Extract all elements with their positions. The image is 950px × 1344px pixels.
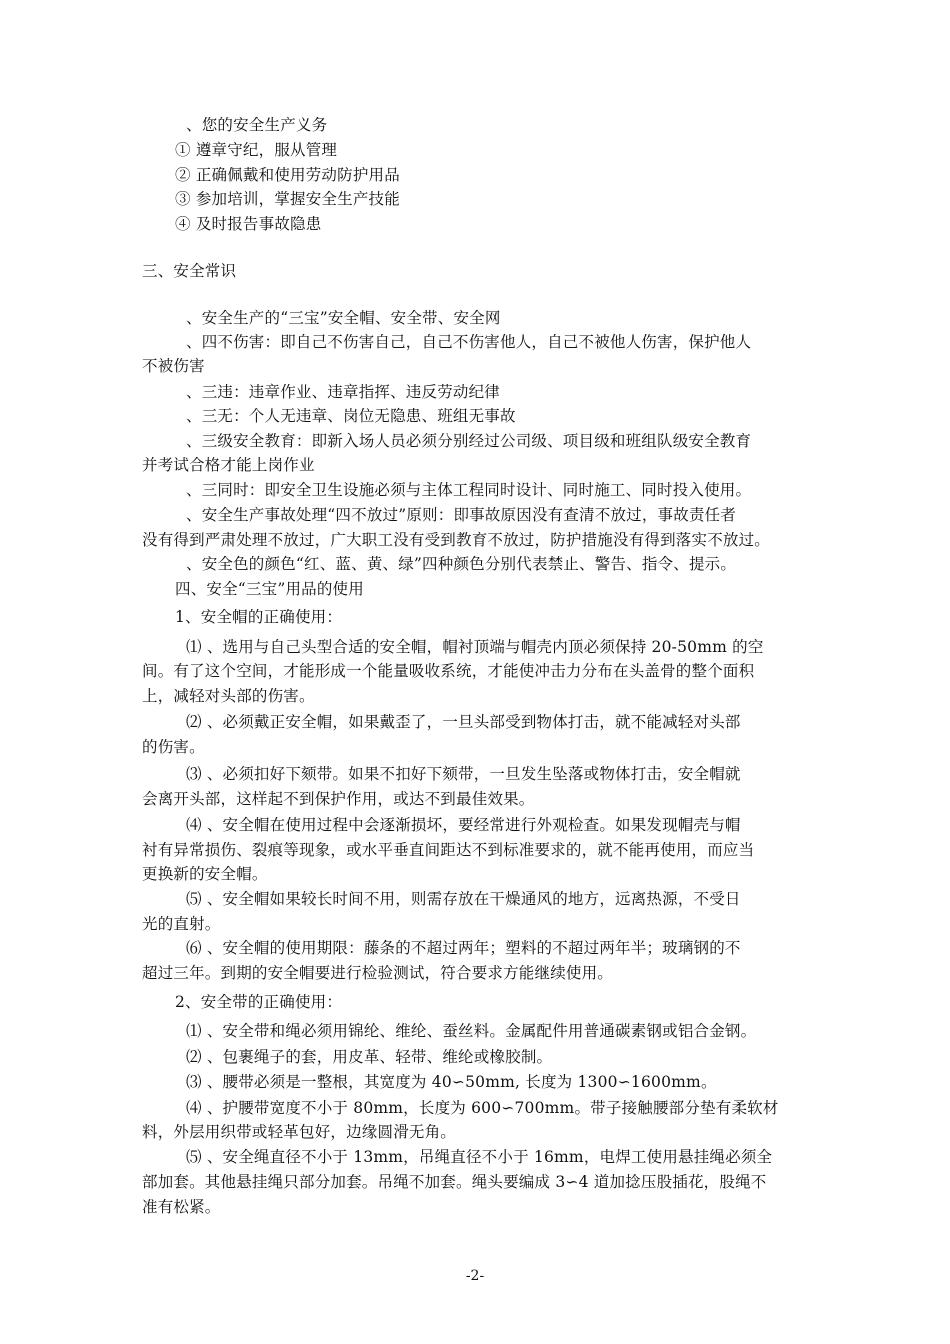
subsection-title: 1、安全帽的正确使用： (175, 608, 343, 626)
duty-item: ④ 及时报告事故隐患 (175, 215, 322, 233)
list-item: ⑷ 、安全帽在使用过程中会逐渐损坏，要经常进行外观检查。如果发现帽壳与帽 (186, 816, 741, 834)
list-item-continued: 光的直射。 (142, 915, 221, 933)
list-item-continued: 的伤害。 (142, 738, 205, 756)
paragraph-continued: 没有得到严肃处理不放过，广大职工没有受到教育不放过，防护措施没有得到落实不放过。 (142, 531, 771, 549)
list-item: ⑶ 、必须扣好下颏带。如果不扣好下颏带，一旦发生坠落或物体打击，安全帽就 (186, 765, 741, 783)
paragraph: 、三无：个人无违章、岗位无隐患、班组无事故 (186, 407, 516, 425)
list-item-continued: 料，外层用织带或轻革包好，边缘圆滑无角。 (142, 1123, 457, 1141)
subsection-title: 2、安全带的正确使用： (175, 993, 343, 1011)
list-item: ⑸ 、安全绳直径不小于 13mm，吊绳直径不小于 16mm，电焊工使用悬挂绳必须全 (186, 1148, 773, 1166)
list-item: ⑷ 、护腰带宽度不小于 80mm，长度为 600∽700mm。带子接触腰部分垫有柔软材 (186, 1099, 779, 1117)
list-item: ⑶ 、腰带必须是一整根，其宽度为 40∽50mm, 长度为 1300∽1600mm。 (186, 1073, 717, 1091)
list-item: ⑵ 、必须戴正安全帽，如果戴歪了，一旦头部受到物体打击，就不能减轻对头部 (186, 713, 741, 731)
list-item: ⑴ 、选用与自己头型合适的安全帽，帽衬顶端与帽壳内顶必须保持 20-50mm 的空 (186, 638, 764, 656)
duty-item: ③ 参加培训，掌握安全生产技能 (175, 190, 400, 208)
list-item-continued: 超过三年。到期的安全帽要进行检验测试，符合要求方能继续使用。 (142, 964, 614, 982)
duty-item: ② 正确佩戴和使用劳动防护用品 (175, 166, 400, 184)
list-item-continued: 更换新的安全帽。 (142, 865, 268, 883)
paragraph: 、三同时：即安全卫生设施必须与主体工程同时设计、同时施工、同时投入使用。 (186, 481, 752, 499)
list-item: ⑵ 、包裹绳子的套，用皮革、轻带、维纶或橡胶制。 (186, 1048, 553, 1066)
duties-heading: 、您的安全生产义务 (186, 116, 328, 134)
paragraph: 、四不伤害：即自己不伤害自己，自己不伤害他人，自己不被他人伤害，保护他人 (186, 333, 752, 351)
list-item: ⑹ 、安全帽的使用期限：藤条的不超过两年；塑料的不超过两年半；玻璃钢的不 (186, 939, 741, 957)
section-title: 四、安全“三宝”用品的使用 (175, 580, 364, 598)
page-number: -2- (465, 1268, 485, 1284)
paragraph-continued: 不被伤害 (142, 357, 205, 375)
paragraph: 、安全生产事故处理“四不放过”原则：即事故原因没有查清不放过，事故责任者 (186, 506, 737, 524)
list-item-continued: 间。有了这个空间，才能形成一个能量吸收系统，才能使冲击力分布在头盖骨的整个面积 (142, 662, 755, 680)
paragraph-continued: 并考试合格才能上岗作业 (142, 456, 315, 474)
paragraph: 、安全色的颜色“红、蓝、黄、绿”四种颜色分别代表禁止、警告、指令、提示。 (186, 555, 737, 573)
list-item-continued: 部加套。其他悬挂绳只部分加套。吊绳不加套。绳头要编成 3∽4 道加捻压股插花，股绳不 (142, 1173, 767, 1191)
list-item-continued: 上，减轻对头部的伤害。 (142, 687, 315, 705)
paragraph: 、安全生产的“三宝”安全帽、安全带、安全网 (186, 309, 501, 327)
list-item-continued: 准有松紧。 (142, 1198, 221, 1216)
section-title: 三、安全常识 (142, 262, 237, 280)
paragraph: 、三级安全教育：即新入场人员必须分别经过公司级、项目级和班组队级安全教育 (186, 432, 752, 450)
list-item-continued: 会离开头部，这样起不到保护作用，或达不到最佳效果。 (142, 790, 535, 808)
list-item-continued: 衬有异常损伤、裂痕等现象，或水平垂直间距达不到标准要求的，就不能再使用，而应当 (142, 841, 755, 859)
paragraph: 、三违：违章作业、违章指挥、违反劳动纪律 (186, 383, 501, 401)
list-item: ⑴ 、安全带和绳必须用锦纶、维纶、蚕丝料。金属配件用普通碳素钢或铝合金钢。 (186, 1022, 757, 1040)
duty-item: ① 遵章守纪，服从管理 (175, 141, 338, 159)
list-item: ⑸ 、安全帽如果较长时间不用，则需存放在干燥通风的地方，远离热源，不受日 (186, 890, 741, 908)
